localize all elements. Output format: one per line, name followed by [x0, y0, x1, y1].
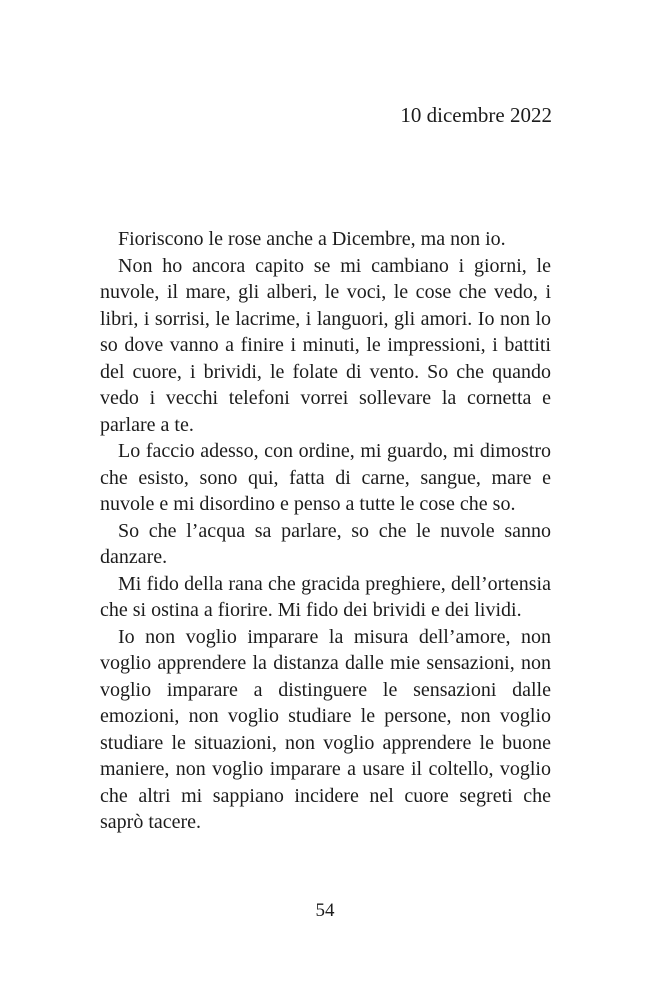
- entry-date: 10 dicembre 2022: [400, 103, 552, 127]
- paragraph: Io non voglio imparare la misura dell’amore, non voglio apprendere la distanza dalle mie sensazioni, non voglio imparare a distinguere le sensazioni dalle emozioni, non voglio studiare le persone, non voglio studiare le situazioni, non voglio apprendere le buone maniere, non voglio imparare a usare il coltello, voglio che altri mi sappiano incidere nel cuore segreti che saprò tacere.: [100, 625, 551, 833]
- paragraph: So che l’acqua sa parlare, so che le nuvole sanno danzare.: [100, 519, 551, 568]
- page-number: 54: [315, 900, 335, 921]
- paragraph: Mi fido della rana che gracida preghiere, dell’ortensia che si ostina a fiorire. Mi fido dei brividi e dei lividi.: [100, 572, 551, 621]
- body-text: [100, 226, 551, 836]
- paragraph: Lo faccio adesso, con ordine, mi guardo, mi dimostro che esisto, sono qui, fatta di carne, sangue, mare e nuvole e mi disordino e penso a tutte le cose che so.: [100, 440, 551, 515]
- paragraph: Non ho ancora capito se mi cambiano i giorni, le nuvole, il mare, gli alberi, le voci, le cose che vedo, i libri, i sorrisi, le lacrime, i languori, gli amori. Io non lo so dove vanno a finire i minuti, le impressioni, i battiti del cuore, i brividi, le folate di vento. So che quando vedo i vecchi telefoni vorrei sollevare la cornetta e parlare a te.: [100, 254, 551, 436]
- paragraph: Fioriscono le rose anche a Dicembre, ma non io.: [118, 228, 506, 250]
